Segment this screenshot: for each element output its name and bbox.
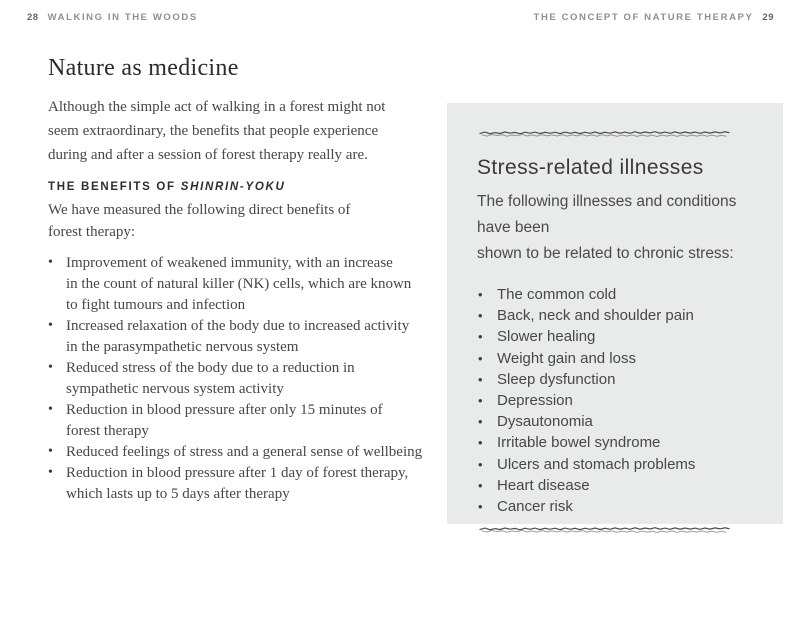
benefit-line: which lasts up to 5 days after therapy	[66, 486, 290, 502]
benefit-item	[48, 253, 443, 316]
bullet-icon: •	[48, 255, 53, 270]
benefit-item	[48, 400, 443, 442]
bullet-icon: •	[478, 287, 483, 302]
lead-in-paragraph	[48, 199, 443, 243]
intro-line: during and after a session of forest therapy really are.	[48, 147, 368, 163]
benefit-item	[48, 442, 443, 463]
section-heading-italic: SHINRIN-YOKU	[180, 181, 286, 193]
benefit-item	[48, 463, 443, 505]
benefit-line: to fight tumours and infection	[66, 297, 246, 313]
bullet-icon: •	[478, 499, 483, 515]
intro-line: Although the simple act of walking in a forest might not	[48, 99, 386, 115]
section-heading-prefix: THE BENEFITS OF	[48, 181, 176, 193]
illness-item	[477, 390, 757, 411]
illness-label: Dysautonomia	[497, 413, 593, 431]
bullet-icon: •	[478, 456, 483, 472]
illness-label: Depression	[497, 392, 573, 410]
illness-item	[477, 411, 757, 432]
running-title-right: THE CONCEPT OF NATURE THERAPY	[533, 12, 754, 23]
benefit-line: Increased relaxation of the body due to increased activity	[66, 318, 410, 334]
benefit-line: Reduction in blood pressure after only 15 minutes of	[66, 402, 383, 418]
box-intro-line: shown to be related to chronic stress:	[477, 245, 734, 262]
bullet-icon: •	[48, 402, 53, 417]
benefit-line: in the count of natural killer (NK) cells, which are known	[66, 276, 412, 292]
page-number-right: 29	[762, 12, 774, 23]
illness-label: Sleep dysfunction	[497, 370, 616, 388]
scribble-divider-icon	[478, 525, 734, 533]
stress-illness-box	[447, 103, 783, 524]
bullet-icon: •	[478, 435, 483, 451]
bullet-icon: •	[478, 477, 483, 493]
illness-item	[477, 326, 757, 347]
box-intro-line: The following illnesses and conditions have been	[477, 193, 737, 236]
benefit-line: Improvement of weakened immunity, with an increase	[66, 255, 393, 271]
bullet-icon: •	[478, 371, 483, 387]
bullet-icon: •	[478, 350, 483, 366]
illness-item	[477, 369, 757, 390]
bullet-icon: •	[478, 308, 483, 324]
box-heading: Stress-related illnesses	[477, 156, 704, 179]
intro-paragraph	[48, 95, 443, 167]
bullet-icon: •	[478, 393, 483, 409]
illness-label: Heart disease	[497, 476, 590, 494]
running-title-left: WALKING IN THE WOODS	[47, 12, 198, 23]
lead-in-line: forest therapy:	[48, 224, 136, 240]
illness-item	[477, 305, 757, 326]
illness-label: Weight gain and loss	[497, 349, 636, 367]
bullet-icon: •	[48, 360, 53, 375]
box-intro-paragraph	[477, 189, 757, 267]
illness-label: Cancer risk	[497, 498, 573, 516]
illness-label: Slower healing	[497, 328, 596, 346]
illness-item	[477, 496, 757, 517]
benefit-line: forest therapy	[66, 423, 149, 439]
section-heading	[48, 181, 443, 193]
illness-item	[477, 348, 757, 369]
benefit-line: in the parasympathetic nervous system	[66, 339, 299, 355]
page-number-left: 28	[27, 12, 39, 23]
illness-list	[477, 284, 757, 517]
illness-label: Irritable bowel syndrome	[497, 434, 661, 452]
illness-label: The common cold	[497, 286, 617, 303]
illness-item	[477, 284, 757, 305]
illness-item	[477, 432, 757, 453]
benefit-item	[48, 358, 443, 400]
running-header-left	[27, 12, 198, 23]
illness-item	[477, 454, 757, 475]
scribble-divider-icon	[478, 129, 734, 137]
bullet-icon: •	[48, 444, 53, 459]
illness-label: Ulcers and stomach problems	[497, 455, 696, 473]
benefit-line: Reduced stress of the body due to a reduction in	[66, 360, 355, 376]
bullet-icon: •	[478, 414, 483, 430]
page-title: Nature as medicine	[48, 55, 239, 81]
benefit-line: Reduced feelings of stress and a general sense of wellbeing	[66, 444, 423, 460]
benefits-list	[48, 253, 443, 505]
bullet-icon: •	[48, 318, 53, 333]
bullet-icon: •	[478, 329, 483, 345]
lead-in-line: We have measured the following direct benefits of	[48, 202, 351, 218]
illness-item	[477, 475, 757, 496]
benefit-line: sympathetic nervous system activity	[66, 381, 284, 397]
illness-label: Back, neck and shoulder pain	[497, 307, 694, 325]
benefit-item	[48, 316, 443, 358]
running-header-right	[534, 12, 774, 23]
left-page	[48, 54, 443, 505]
benefit-line: Reduction in blood pressure after 1 day of forest therapy,	[66, 465, 409, 481]
bullet-icon: •	[48, 465, 53, 480]
intro-line: seem extraordinary, the benefits that people experience	[48, 123, 379, 139]
